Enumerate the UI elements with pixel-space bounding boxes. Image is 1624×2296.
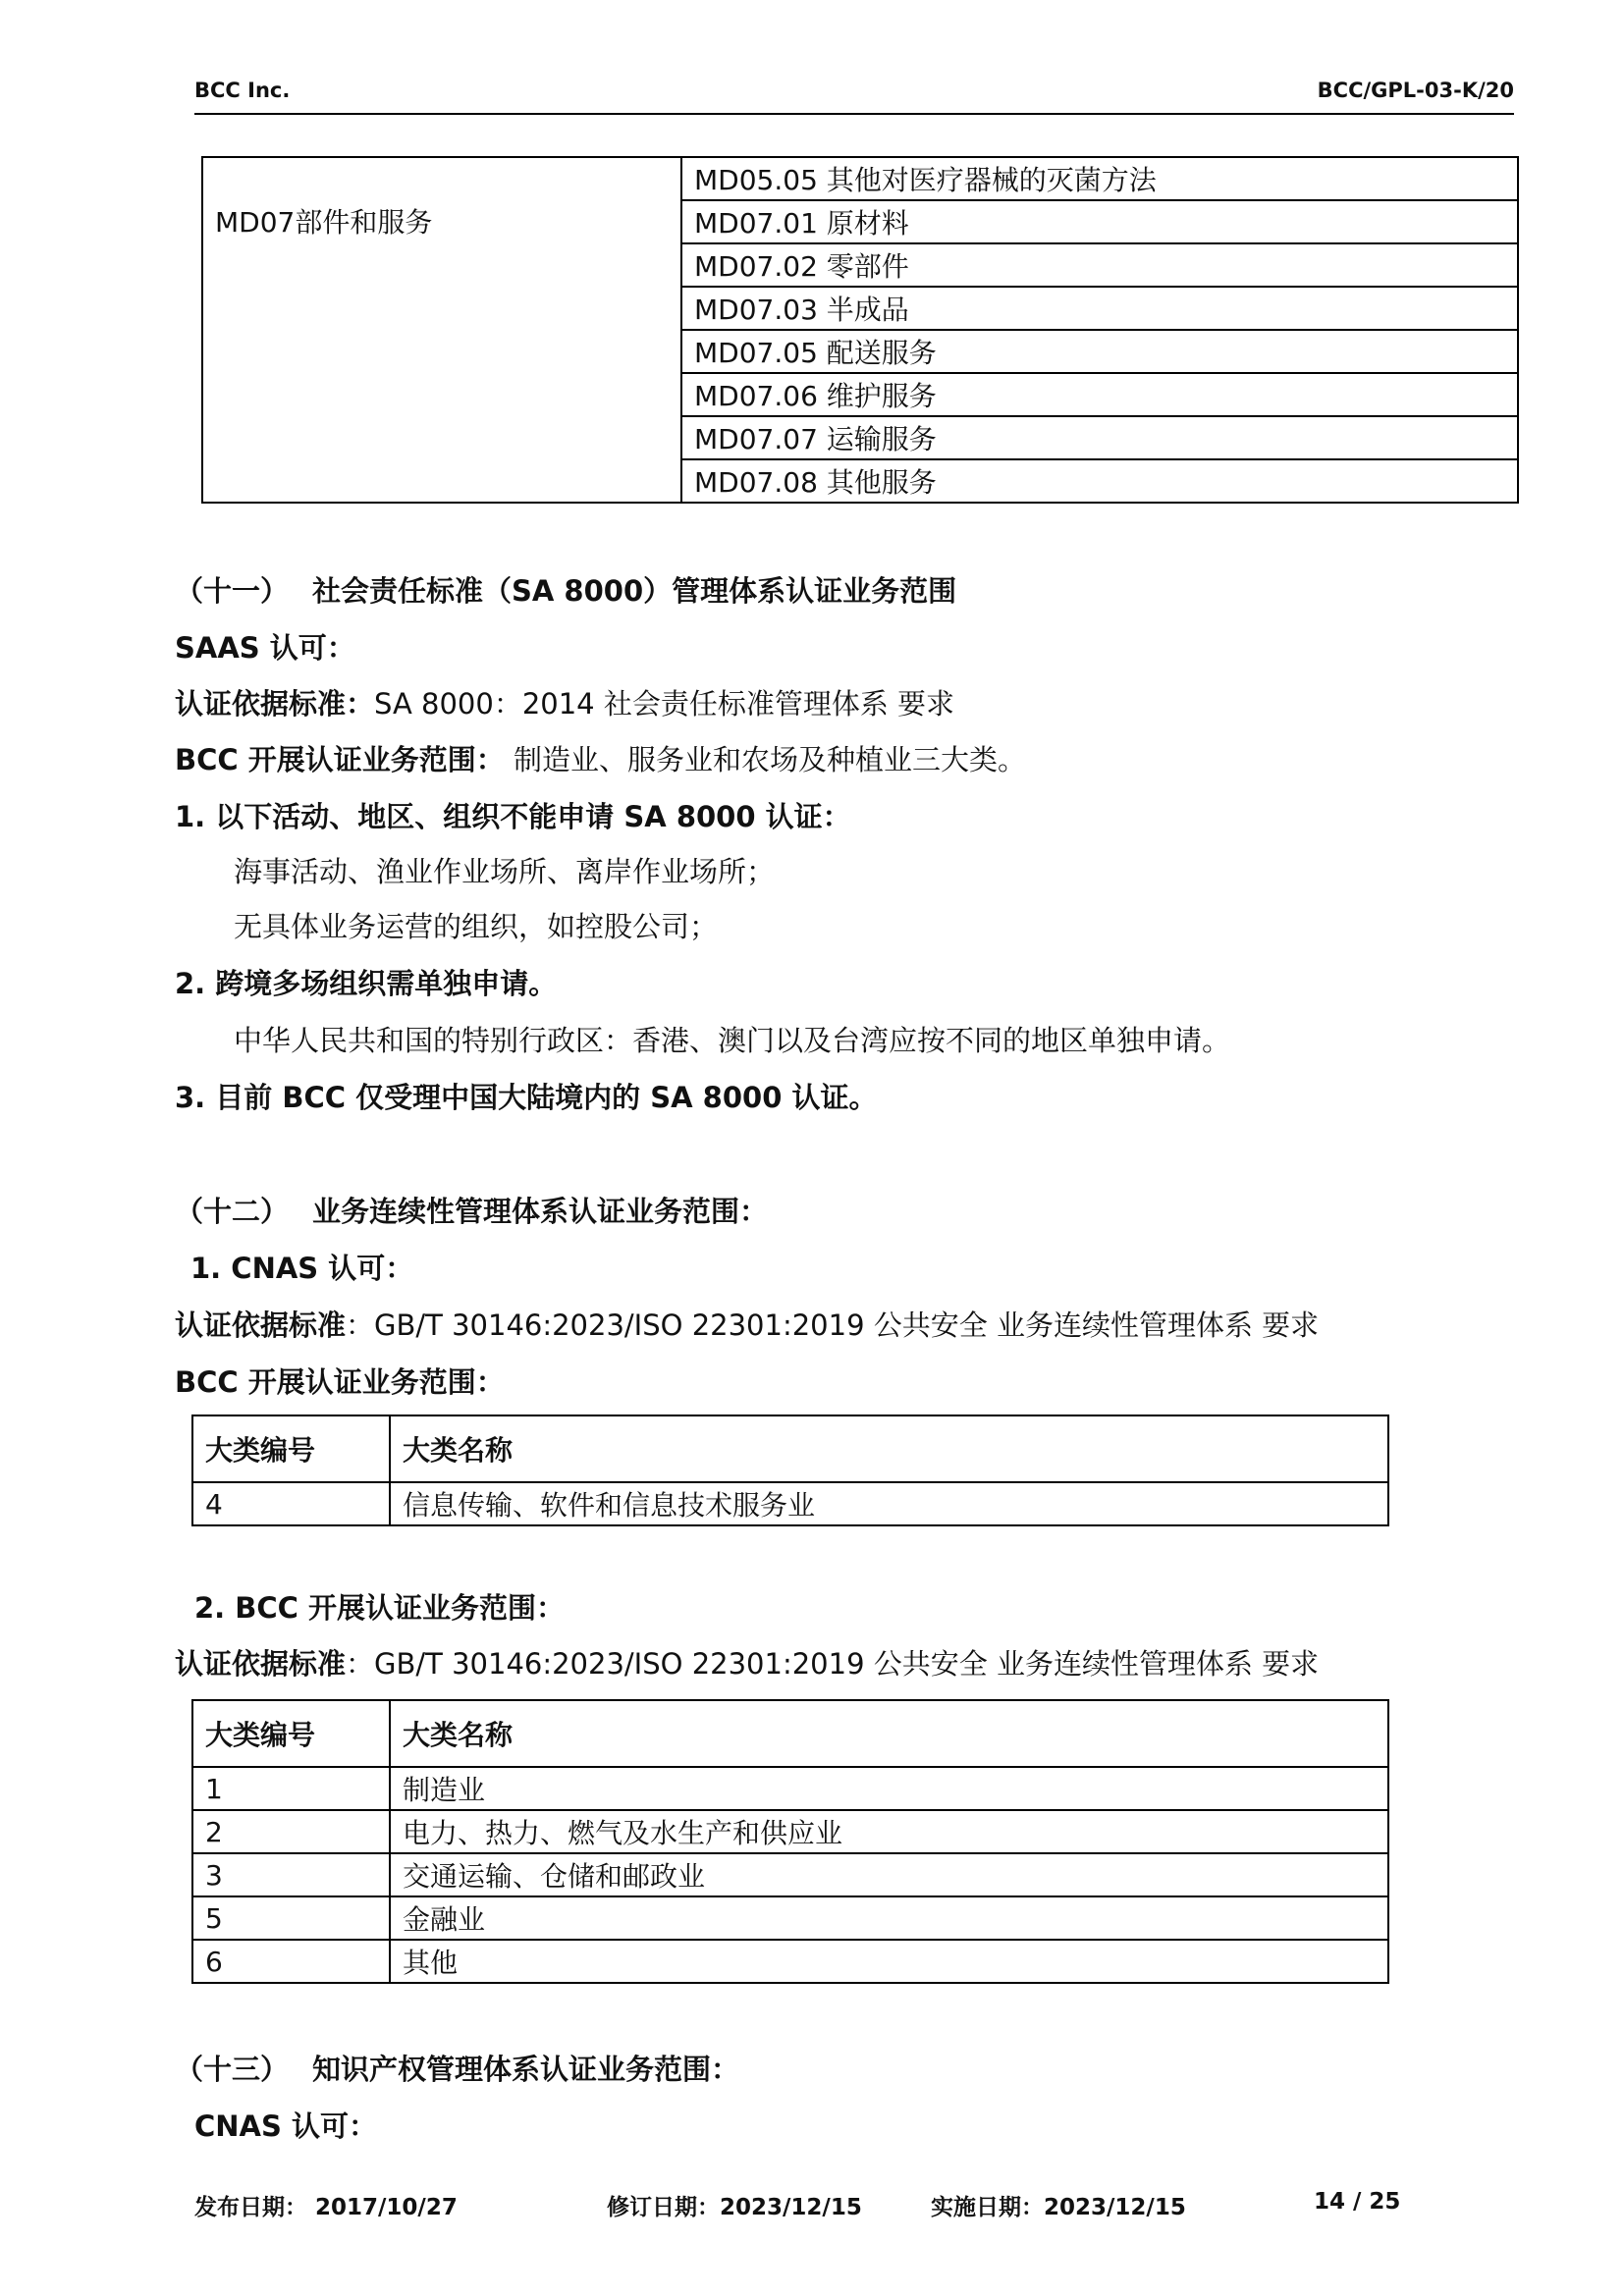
table-cell: 电力、热力、燃气及水生产和供应业 [390, 1810, 1388, 1853]
table-cell: 金融业 [390, 1896, 1388, 1940]
table-header-row [192, 1700, 1388, 1767]
footer-revision-date: 修订日期：2023/12/15 [607, 2195, 862, 2220]
table-cell: MD05.05 其他对医疗器械的灭菌方法 [681, 157, 1518, 200]
s12-basis2-label: 认证依据标准 [175, 1647, 347, 1681]
table-cell: 制造业 [390, 1767, 1388, 1810]
section-12-heading [175, 1190, 768, 1230]
section-13-number: （十三） [175, 2053, 290, 2086]
table-cell: MD07.07 运输服务 [681, 416, 1518, 459]
table-cell: MD07.05 配送服务 [681, 330, 1518, 373]
footer-page-number: 14 / 25 [1314, 2189, 1401, 2215]
table-cell: MD07.06 维护服务 [681, 373, 1518, 416]
table-cell: 6 [192, 1940, 390, 1983]
table-cell: 5 [192, 1896, 390, 1940]
table-cell: 1 [192, 1767, 390, 1810]
section-11-title: 社会责任标准（SA 8000）管理体系认证业务范围 [312, 574, 957, 608]
s12-basis [175, 1304, 1319, 1344]
footer-issue-date: 发布日期： 2017/10/27 [194, 2195, 458, 2220]
s12-scope-label: BCC 开展认证业务范围： [175, 1365, 505, 1399]
s11-item-1b: 无具体业务运营的组织，如控股公司； [234, 910, 719, 943]
s11-scope [175, 738, 1026, 778]
s12-basis-2 [175, 1642, 1319, 1682]
section-11-heading [175, 569, 956, 610]
s11-item-2: 2. 跨境多场组织需单独申请。 [175, 967, 558, 1000]
s12-basis-label: 认证依据标准 [175, 1308, 347, 1342]
table-row [192, 1940, 1388, 1983]
s11-basis-label: 认证依据标准： [175, 687, 375, 721]
md07-table [201, 156, 1519, 504]
header-doc-code: BCC/GPL-03-K/20 [1317, 79, 1514, 102]
table-header-cell: 大类编号 [192, 1700, 390, 1767]
header-company: BCC Inc. [194, 79, 291, 102]
continuity-cnas-table [191, 1415, 1389, 1526]
section-11-number: （十一） [175, 574, 290, 608]
s12-basis2-value: ：GB/T 30146:2023/ISO 22301:2019 公共安全 业务连续性管理体系 要求 [346, 1647, 1320, 1681]
section-12-title: 业务连续性管理体系认证业务范围： [312, 1195, 769, 1228]
s11-basis [175, 682, 954, 722]
s11-scope-value: 制造业、服务业和农场及种植业三大类。 [514, 743, 1027, 776]
s12-sub-2: 2. BCC 开展认证业务范围： [194, 1591, 566, 1625]
table-row [192, 1482, 1388, 1525]
table-cell: MD07.03 半成品 [681, 287, 1518, 330]
section-12-number: （十二） [175, 1195, 290, 1228]
table-cell: 交通运输、仓储和邮政业 [390, 1853, 1388, 1896]
table-cell: MD07.02 零部件 [681, 243, 1518, 287]
s12-sub-1: 1. CNAS 认可： [190, 1252, 414, 1285]
table-row [192, 1896, 1388, 1940]
section-13-title: 知识产权管理体系认证业务范围： [312, 2053, 740, 2086]
table-row [192, 1853, 1388, 1896]
s11-basis-value: SA 8000：2014 社会责任标准管理体系 要求 [374, 687, 955, 721]
continuity-bcc-table [191, 1699, 1389, 1984]
section-13-heading [175, 2048, 739, 2088]
s12-basis-value: ：GB/T 30146:2023/ISO 22301:2019 公共安全 业务连续性管理体系 要求 [346, 1308, 1320, 1342]
table-cell: MD07.08 其他服务 [681, 459, 1518, 503]
table-header-cell: 大类编号 [192, 1415, 390, 1482]
table-row [192, 1810, 1388, 1853]
s11-accreditation: SAAS 认可： [175, 631, 355, 665]
s11-item-1: 1. 以下活动、地区、组织不能申请 SA 8000 认证： [175, 800, 851, 833]
table-cell: 2 [192, 1810, 390, 1853]
table-header-cell: 大类名称 [390, 1700, 1388, 1767]
s11-item-3: 3. 目前 BCC 仅受理中国大陆境内的 SA 8000 认证。 [175, 1081, 878, 1114]
table-row [192, 1767, 1388, 1810]
table-cell: MD07.01 原材料 [681, 200, 1518, 243]
table-cell: 4 [192, 1482, 390, 1525]
md07-category-cell: MD07部件和服务 [202, 157, 681, 503]
table-cell: 3 [192, 1853, 390, 1896]
footer-effective-date: 实施日期：2023/12/15 [931, 2195, 1186, 2220]
s11-item-2a: 中华人民共和国的特别行政区：香港、澳门以及台湾应按不同的地区单独申请。 [234, 1024, 1231, 1057]
table-header-cell: 大类名称 [390, 1415, 1388, 1482]
header-divider [194, 113, 1514, 115]
s11-item-1a: 海事活动、渔业作业场所、离岸作业场所； [234, 855, 776, 888]
table-cell: 信息传输、软件和信息技术服务业 [390, 1482, 1388, 1525]
table-cell: 其他 [390, 1940, 1388, 1983]
table-row [202, 157, 1518, 200]
table-header-row [192, 1415, 1388, 1482]
s11-scope-label: BCC 开展认证业务范围： [175, 743, 505, 776]
s13-accreditation: CNAS 认可： [194, 2109, 377, 2143]
